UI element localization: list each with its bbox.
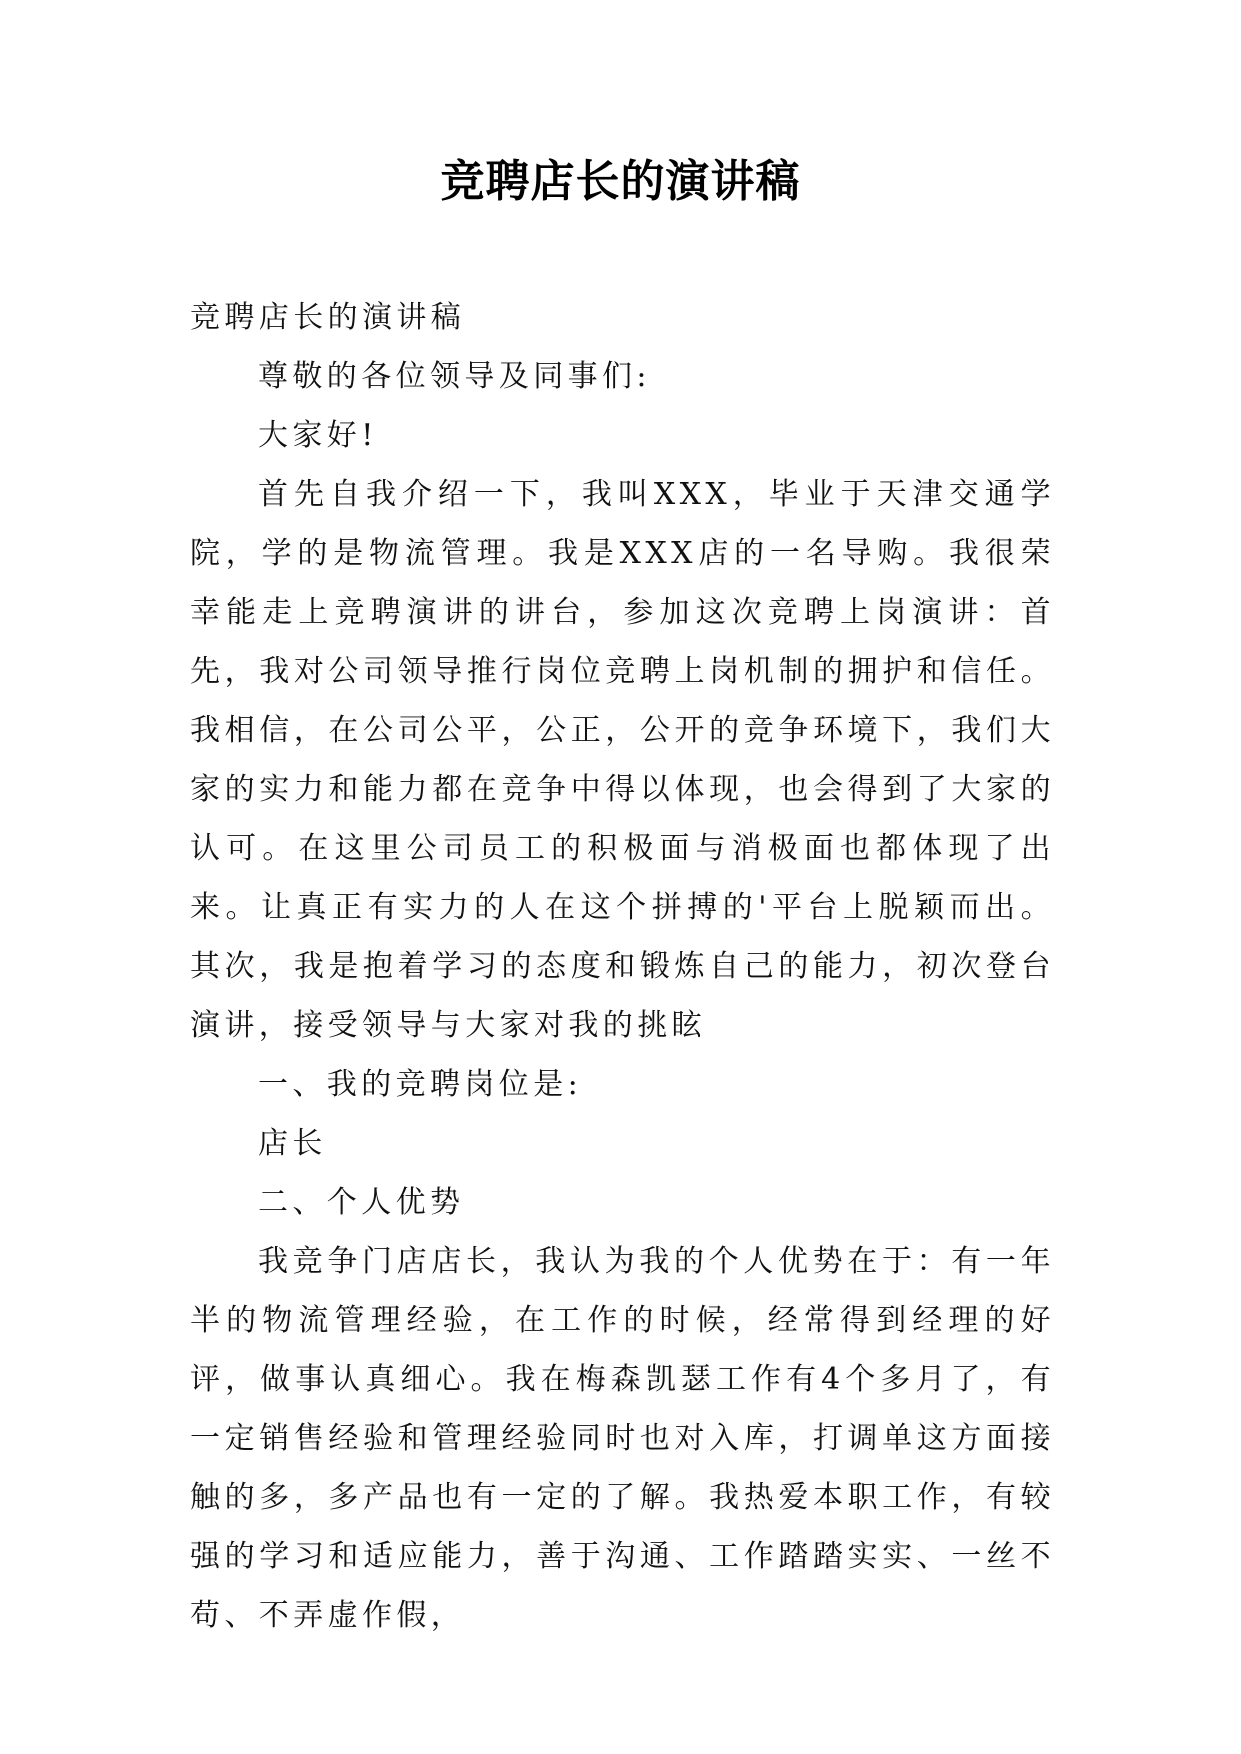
paragraph-greeting: 大家好!: [258, 418, 378, 453]
paragraph-position: 店长: [258, 1126, 327, 1161]
document-title: 竞聘店长的演讲稿: [440, 156, 801, 207]
paragraph-section-two-heading: 二、个人优势: [258, 1185, 465, 1220]
paragraph-salutation: 尊敬的各位领导及同事们:: [258, 359, 651, 394]
paragraph-introduction: 首先自我介绍一下，我叫XXX，毕业于天津交通学院，学的是物流管理。我是XXX店的一名导购。我很荣幸能走上竞聘演讲的讲台，参加这次竞聘上岗演讲：首先，我对公司领导推行岗位竞聘上岗机制的拥护和信任。我相信，在公司公平，公正，公开的竞争环境下，我们大家的实力和能力都在竞争中得以体现，也会得到了大家的认可。在这里公司员工的积极面与消极面也都体现了出来。让真正有实力的人在这个拼搏的'平台上脱颖而出。其次，我是抱着学习的态度和锻炼自己的能力，初次登台演讲，接受领导与大家对我的挑眩: [190, 477, 1055, 1043]
paragraph-section-one-heading: 一、我的竞聘岗位是:: [258, 1067, 583, 1102]
paragraph-advantages: 我竞争门店店长，我认为我的个人优势在于：有一年半的物流管理经验，在工作的时候，经常得到经理的好评，做事认真细心。我在梅森凯瑟工作有4个多月了，有一定销售经验和管理经验同时也对入库，打调单这方面接触的多，多产品也有一定的了解。我热爱本职工作，有较强的学习和适应能力，善于沟通、工作踏踏实实、一丝不苟、不弄虚作假，: [190, 1244, 1055, 1633]
document-body: [190, 288, 1055, 1645]
paragraph-heading: 竞聘店长的演讲稿: [190, 300, 466, 335]
